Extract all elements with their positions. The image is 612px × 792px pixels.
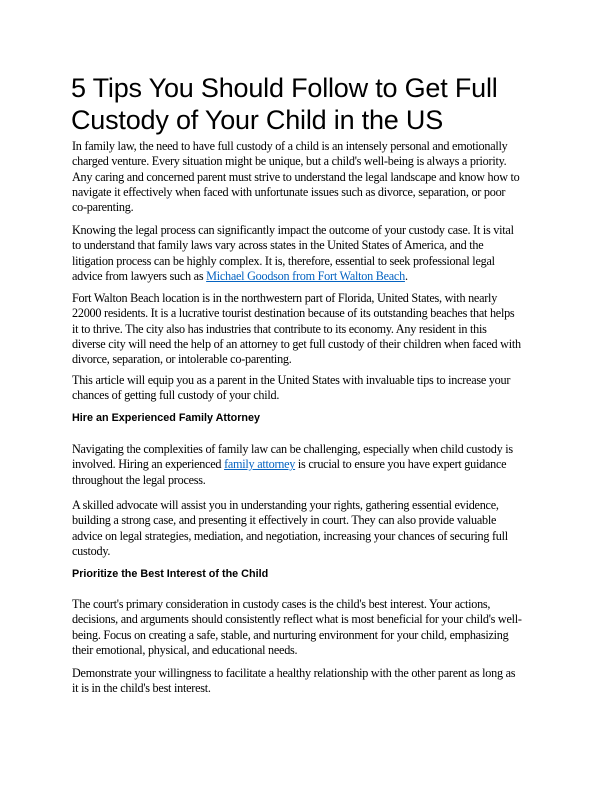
section-heading: Hire an Experienced Family Attorney — [72, 412, 261, 424]
text: is crucial to ensure you have expert guidance — [295, 457, 507, 472]
text-line — [72, 269, 514, 284]
text-line — [72, 457, 513, 472]
michael-goodson-link[interactable]: Michael Goodson from Fort Walton Beach — [206, 268, 405, 283]
text-line: diverse city will need the help of an attorney to get full custody of their children when faced with — [72, 336, 521, 351]
advocate-paragraph — [72, 498, 508, 559]
text-line: being. Focus on creating a safe, stable, and nurturing environment for your child, emphasizing — [72, 627, 509, 642]
intro-paragraph — [72, 139, 520, 215]
legal-process-paragraph — [72, 223, 514, 284]
text-line: Demonstrate your willingness to facilitate a healthy relationship with the other parent as long as — [72, 666, 516, 680]
family-attorney-link[interactable]: family attorney — [224, 457, 296, 472]
text-line: it is in the child's best interest. — [72, 681, 211, 696]
section-heading: Prioritize the Best Interest of the Child — [72, 568, 269, 580]
text: . — [404, 268, 408, 283]
text-line: chances of getting full custody of your child. — [72, 388, 280, 403]
text-line: The court's primary consideration in custody cases is the child's best interest. Your actions, — [72, 597, 491, 611]
relationship-paragraph — [72, 666, 515, 697]
text-line: Knowing the legal process can significantly impact the outcome of your custody case. It is vital — [72, 223, 514, 237]
text-line: A skilled advocate will assist you in understanding your rights, gathering essential evidence, — [72, 498, 499, 512]
text-line: advice on legal strategies, mediation, and negotiation, increasing your chances of securing full — [72, 528, 508, 543]
text-line: charged venture. Every situation might be unique, but a child's well-being is always a priority. — [72, 154, 507, 169]
text-line: their emotional, physical, and educational needs. — [72, 642, 298, 657]
text-line: building a strong case, and presenting it effectively in court. They can also provide valuable — [72, 513, 497, 528]
text-line: 22000 residents. It is a lucrative tourist destination because of its outstanding beaches that helps — [72, 306, 515, 321]
text-line: it to thrive. The city also has industries that contribute to its economy. Any resident in this — [72, 321, 487, 336]
text-line: Any caring and concerned parent must strive to understand the legal landscape and know how to — [72, 169, 520, 184]
title-line: 5 Tips You Should Follow to Get Full — [71, 73, 498, 103]
text-line: decisions, and arguments should consistently reflect what is most beneficial for your child's well- — [72, 612, 522, 627]
article-purpose-paragraph — [72, 373, 510, 404]
text-line: Navigating the complexities of family law can be challenging, especially when child custody is — [72, 442, 513, 456]
text-line: custody. — [72, 543, 111, 558]
text-line: throughout the legal process. — [72, 472, 206, 487]
page-title — [71, 72, 498, 136]
text: involved. Hiring an experienced — [72, 457, 225, 472]
text: advice from lawyers such as — [72, 268, 207, 283]
text-line: This article will equip you as a parent in the United States with invaluable tips to increase your — [72, 373, 511, 387]
title-line: Custody of Your Child in the US — [71, 105, 444, 135]
text-line: divorce, separation, or intolerable co-parenting. — [72, 352, 292, 367]
text-line: co-parenting. — [72, 200, 134, 215]
text-line: litigation process can be highly complex. It is, therefore, essential to seek professional legal — [72, 253, 495, 268]
text-line: navigate it effectively when faced with unfortunate issues such as divorce, separation, or poor — [72, 184, 506, 199]
attorney-paragraph — [72, 442, 513, 488]
text-line: Fort Walton Beach location is in the northwestern part of Florida, United States, with nearly — [72, 291, 498, 305]
fort-walton-paragraph — [72, 291, 521, 367]
text-line: to understand that family laws vary across states in the United States of America, and the — [72, 238, 484, 253]
best-interest-paragraph — [72, 597, 522, 658]
text-line: In family law, the need to have full custody of a child is an intensely personal and emotionally — [72, 139, 508, 153]
